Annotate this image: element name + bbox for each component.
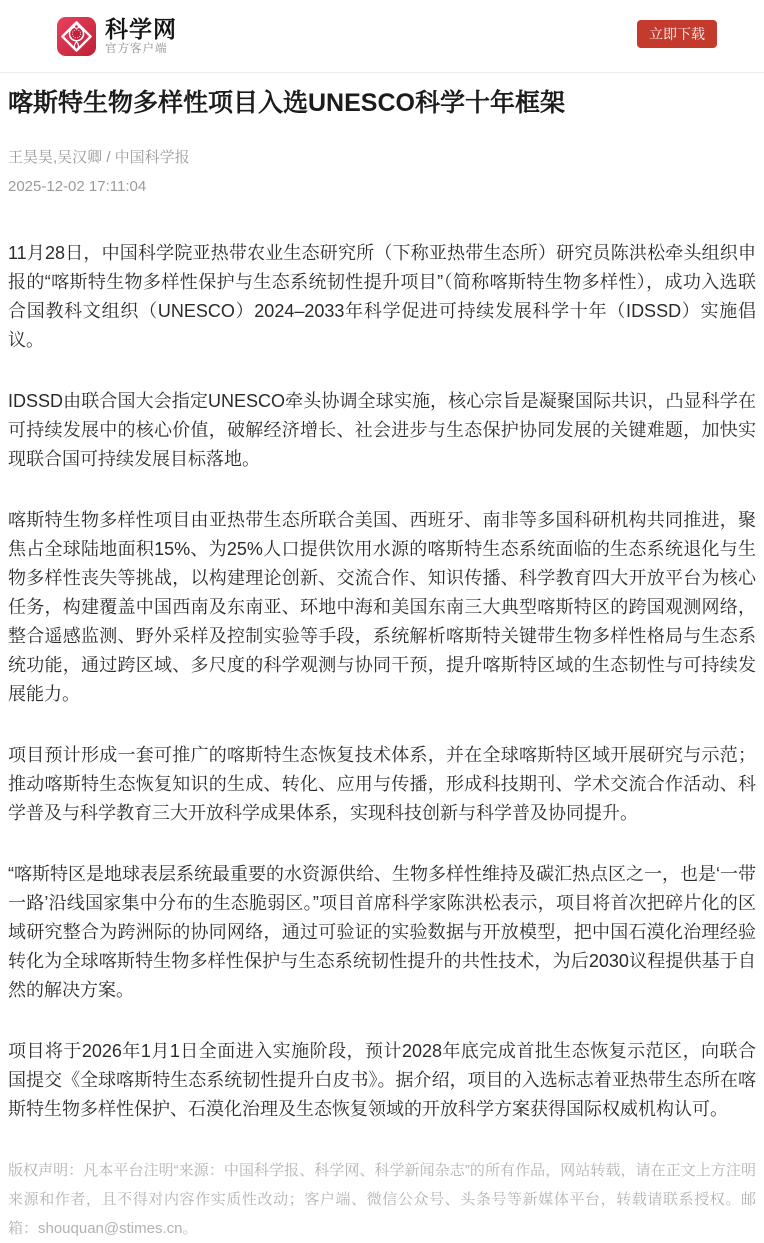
article-byline: 王昊昊,吴汉卿 / 中国科学报 (8, 149, 190, 166)
header (0, 0, 764, 73)
article-paragraph: 项目预计形成一套可推广的喀斯特生态恢复技术体系，并在全球喀斯特区域开展研究与示范；推动喀斯特生态恢复知识的生成、转化、应用与传播，形成科技期刊、学术交流合作活动、科学普及与科学教育三大开放科学成果体系，实现科技创新与科学普及协同提升。 (8, 745, 756, 823)
article-paragraph: “喀斯特区是地球表层系统最重要的水资源供给、生物多样性维持及碳汇热点区之一，也是‘一带一路’沿线国家集中分布的生态脆弱区。”项目首席科学家陈洪松表示，项目将首次把碎片化的区域研究整合为跨洲际的协同网络，通过可验证的实验数据与开放模型，把中国石漠化治理经验转化为全球喀斯特生物多样性保护与生态系统韧性提升的共性技术，为后2030议程提供基于自然的解决方案。 (8, 864, 756, 1000)
logo-subtitle: 官方客户端 (105, 43, 168, 55)
logo-title: 科学网 (105, 16, 177, 42)
app-logo[interactable] (57, 16, 177, 56)
article-paragraph: IDSSD由联合国大会指定UNESCO牵头协调全球实施，核心宗旨是凝聚国际共识，凸显科学在可持续发展中的核心价值，破解经济增长、社会进步与生态保护协同发展的关键难题，加快实现联合国可持续发展目标落地。 (8, 391, 756, 469)
article-paragraph: 喀斯特生物多样性项目由亚热带生态所联合美国、西班牙、南非等多国科研机构共同推进，聚焦占全球陆地面积15%、为25%人口提供饮用水源的喀斯特生态系统面临的生态系统退化与生物多样性丧失等挑战，以构建理论创新、交流合作、知识传播、科学教育四大开放平台为核心任务，构建覆盖中国西南及东南亚、环地中海和美国东南三大典型喀斯特区的跨国观测网络，整合遥感监测、野外采样及控制实验等手段，系统解析喀斯特关键带生物多样性格局与生态系统功能，通过跨区域、多尺度的科学观测与协同干预，提升喀斯特区域的生态韧性与可持续发展能力。 (8, 510, 756, 704)
article-date: 2025-12-02 17:11:04 (8, 178, 147, 195)
article (0, 88, 764, 1243)
article-body (8, 239, 756, 1124)
article-paragraph: 项目将于2026年1月1日全面进入实施阶段，预计2028年底完成首批生态恢复示范区，向联合国提交《全球喀斯特生态系统韧性提升白皮书》。据介绍，项目的入选标志着亚热带生态所在喀斯特生物多样性保护、石漠化治理及生态恢复领域的开放科学方案获得国际权威机构认可。 (8, 1041, 756, 1119)
download-app-button[interactable]: 立即下载 (637, 20, 717, 48)
article-title: 喀斯特生物多样性项目入选UNESCO科学十年框架 (8, 89, 565, 117)
copyright-notice: 版权声明：凡本平台注明“来源：中国科学报、科学网、科学新闻杂志”的所有作品，网站转载，请在正文上方注明来源和作者，且不得对内容作实质性改动；客户端、微信公众号、头条号等新媒体平台，转载请联系授权。邮箱：shouquan@stimes.cn。 (8, 1162, 756, 1237)
logo-text (105, 16, 177, 56)
article-paragraph: 11月28日，中国科学院亚热带农业生态研究所（下称亚热带生态所）研究员陈洪松牵头组织申报的“喀斯特生物多样性保护与生态系统韧性提升项目”（简称喀斯特生物多样性），成功入选联合国教科文组织（UNESCO）2024–2033年科学促进可持续发展科学十年（IDSSD）实施倡议。 (8, 243, 756, 350)
sciencenet-emblem-icon (57, 17, 96, 56)
